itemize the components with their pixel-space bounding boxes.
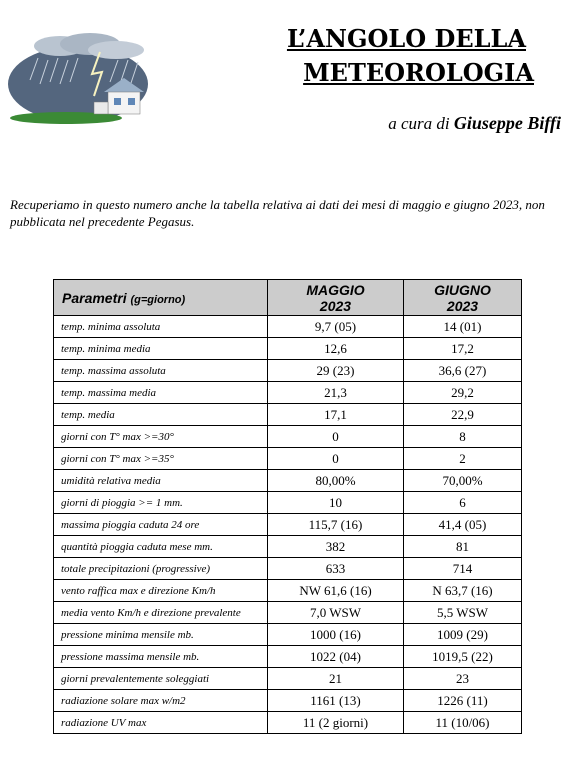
may-value: 115,7 (16) xyxy=(268,514,404,536)
table-row xyxy=(54,448,522,470)
june-value: 1019,5 (22) xyxy=(404,646,522,668)
may-value: 21 xyxy=(268,668,404,690)
row-label: giorni con T° max >=30° xyxy=(54,426,268,448)
table-row xyxy=(54,712,522,734)
may-value: 0 xyxy=(268,426,404,448)
may-value: 1161 (13) xyxy=(268,690,404,712)
june-value: 1009 (29) xyxy=(404,624,522,646)
june-value: 17,2 xyxy=(404,338,522,360)
table-row xyxy=(54,382,522,404)
table-row xyxy=(54,690,522,712)
may-value: 12,6 xyxy=(268,338,404,360)
author-byline xyxy=(300,113,561,134)
page-title xyxy=(230,22,550,90)
table-row xyxy=(54,580,522,602)
weather-data-table xyxy=(53,279,522,734)
header-param-note: (g=giorno) xyxy=(130,293,186,306)
june-value: 11 (10/06) xyxy=(404,712,522,734)
row-label: vento raffica max e direzione Km/h xyxy=(54,580,268,602)
row-label: radiazione UV max xyxy=(54,712,268,734)
may-value: 633 xyxy=(268,558,404,580)
june-value: 6 xyxy=(404,492,522,514)
table-row xyxy=(54,514,522,536)
header-parameters xyxy=(54,280,268,316)
row-label: giorni di pioggia >= 1 mm. xyxy=(54,492,268,514)
header-may-line1: MAGGIO xyxy=(306,281,365,298)
may-value: NW 61,6 (16) xyxy=(268,580,404,602)
june-value: 5,5 WSW xyxy=(404,602,522,624)
table-row xyxy=(54,558,522,580)
may-value: 7,0 WSW xyxy=(268,602,404,624)
table-row xyxy=(54,602,522,624)
may-value: 382 xyxy=(268,536,404,558)
header-may-line2: 2023 xyxy=(319,297,352,314)
row-label: temp. massima media xyxy=(54,382,268,404)
june-value: 22,9 xyxy=(404,404,522,426)
table-row xyxy=(54,624,522,646)
may-value: 21,3 xyxy=(268,382,404,404)
row-label: media vento Km/h e direzione prevalente xyxy=(54,602,268,624)
row-label: giorni prevalentemente soleggiati xyxy=(54,668,268,690)
author-name: Giuseppe Biffi xyxy=(453,113,561,133)
june-value: 1226 (11) xyxy=(404,690,522,712)
june-value: N 63,7 (16) xyxy=(404,580,522,602)
june-value: 36,6 (27) xyxy=(404,360,522,382)
table-row xyxy=(54,470,522,492)
may-value: 0 xyxy=(268,448,404,470)
june-value: 14 (01) xyxy=(404,316,522,338)
table-row xyxy=(54,316,522,338)
row-label: massima pioggia caduta 24 ore xyxy=(54,514,268,536)
header-june-line1: GIUGNO xyxy=(434,281,491,298)
row-label: temp. minima media xyxy=(54,338,268,360)
june-value: 2 xyxy=(404,448,522,470)
may-value: 10 xyxy=(268,492,404,514)
table-row xyxy=(54,404,522,426)
row-label: temp. minima assoluta xyxy=(54,316,268,338)
header-param-label: Parametri xyxy=(62,289,127,306)
row-label: quantità pioggia caduta mese mm. xyxy=(54,536,268,558)
june-value: 70,00% xyxy=(404,470,522,492)
intro-paragraph: Recuperiamo in questo numero anche la tabella relativa ai dati dei mesi di maggio e giugno 2023, non pubblicata nel precedente Pegasus. xyxy=(10,197,545,229)
title-line-2: METEOROLOGIA xyxy=(303,58,534,87)
june-value: 714 xyxy=(404,558,522,580)
june-value: 81 xyxy=(404,536,522,558)
june-value: 8 xyxy=(404,426,522,448)
may-value: 1000 (16) xyxy=(268,624,404,646)
may-value: 80,00% xyxy=(268,470,404,492)
row-label: temp. media xyxy=(54,404,268,426)
june-value: 29,2 xyxy=(404,382,522,404)
row-label: giorni con T° max >=35° xyxy=(54,448,268,470)
table-row xyxy=(54,536,522,558)
row-label: temp. massima assoluta xyxy=(54,360,268,382)
may-value: 1022 (04) xyxy=(268,646,404,668)
table-row xyxy=(54,338,522,360)
row-label: radiazione solare max w/m2 xyxy=(54,690,268,712)
row-label: pressione minima mensile mb. xyxy=(54,624,268,646)
row-label: pressione massima mensile mb. xyxy=(54,646,268,668)
table-row xyxy=(54,426,522,448)
row-label: umidità relativa media xyxy=(54,470,268,492)
june-value: 23 xyxy=(404,668,522,690)
may-value: 11 (2 giorni) xyxy=(268,712,404,734)
weather-storm-logo-icon xyxy=(8,32,156,126)
header-may-2023 xyxy=(268,280,404,316)
header-june-2023 xyxy=(404,280,522,316)
june-value: 41,4 (05) xyxy=(404,514,522,536)
table-row xyxy=(54,360,522,382)
table-header-row xyxy=(54,280,522,316)
table-row xyxy=(54,492,522,514)
byline-prefix: a cura di xyxy=(388,114,450,133)
weather-data-table-container xyxy=(53,279,522,734)
may-value: 29 (23) xyxy=(268,360,404,382)
title-line-1: L’ANGOLO DELLA xyxy=(286,24,526,53)
row-label: totale precipitazioni (progressive) xyxy=(54,558,268,580)
table-row xyxy=(54,668,522,690)
header-june-line2: 2023 xyxy=(446,297,479,314)
table-row xyxy=(54,646,522,668)
may-value: 17,1 xyxy=(268,404,404,426)
may-value: 9,7 (05) xyxy=(268,316,404,338)
